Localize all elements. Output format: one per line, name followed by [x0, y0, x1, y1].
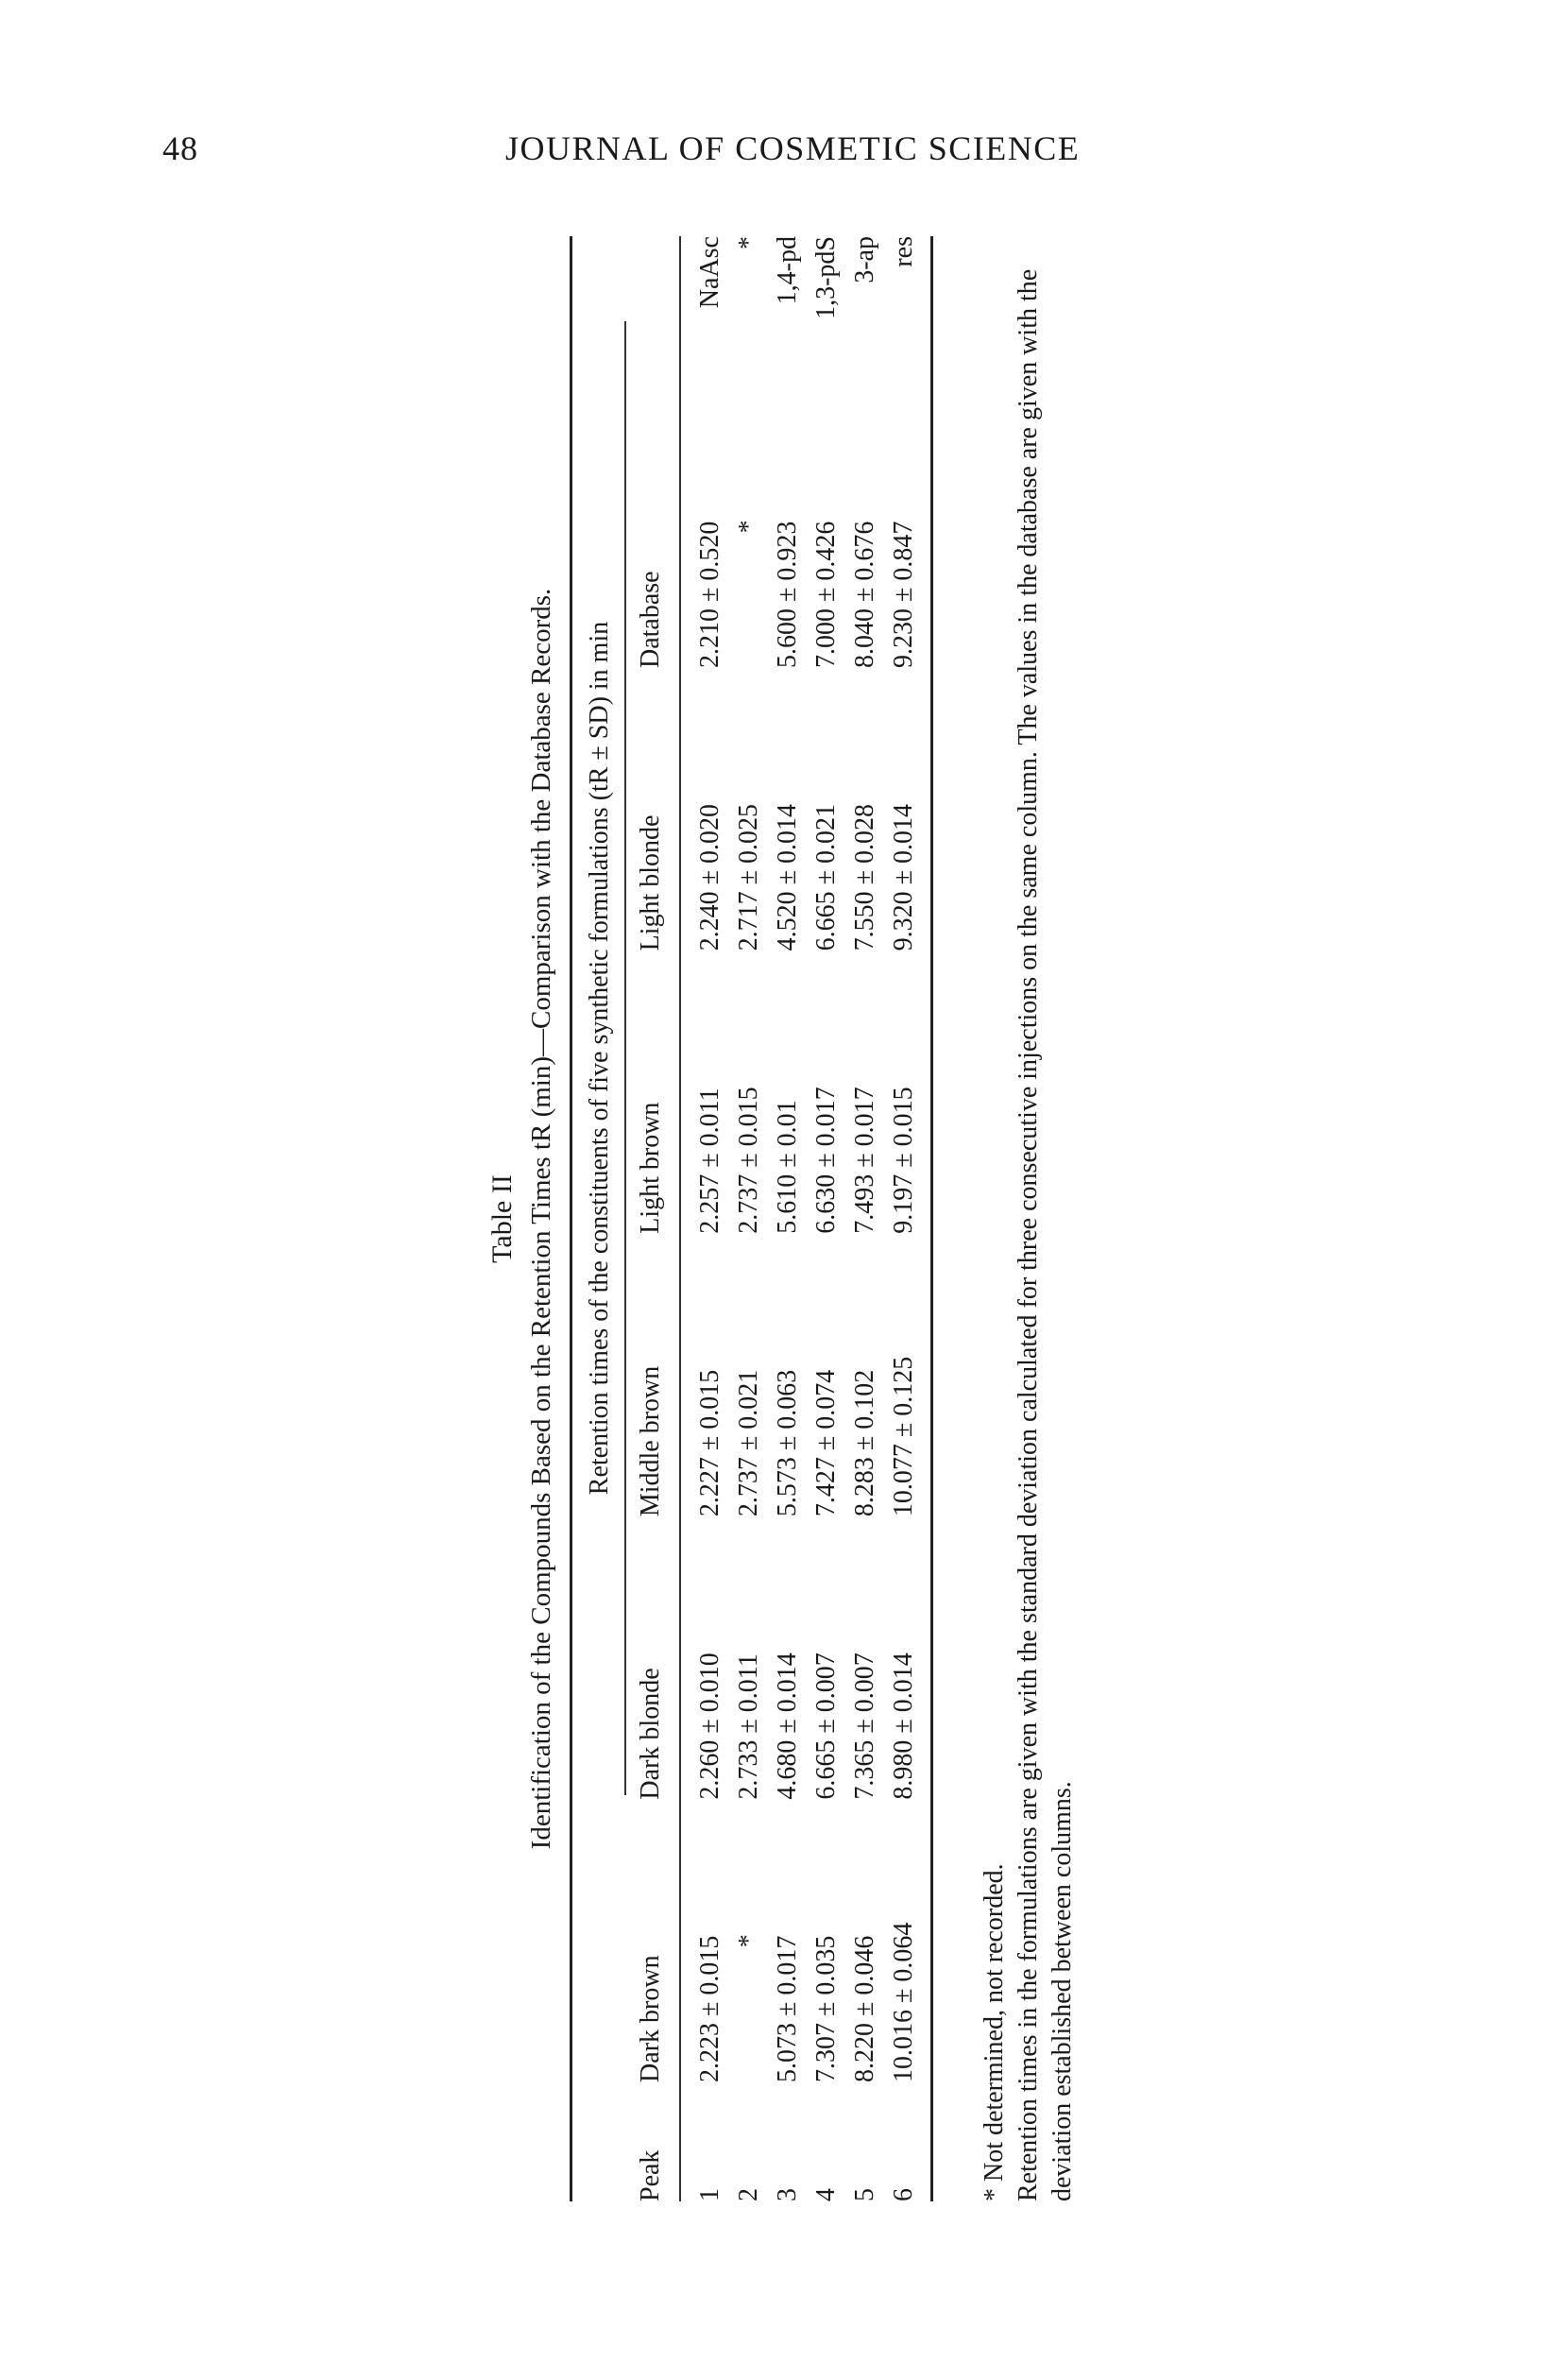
cell-dark-blonde: 7.365 ± 0.007 [850, 1652, 879, 1800]
cell-dark-brown: * [734, 1934, 763, 1948]
table-span-header: Retention times of the constituents of five synthetic formulations (tR ± SD) in min [585, 621, 614, 1496]
footnote-retention-explanation: Retention times in the formulations are given with the standard deviation calculated for three consecutive injections on the same column. The values in the database are given with the deviation established between columns. [1014, 268, 1077, 2201]
cell-light-brown: 7.493 ± 0.017 [850, 1087, 879, 1234]
cell-dark-blonde: 8.980 ± 0.014 [884, 1516, 932, 1799]
cell-dark-brown: 7.307 ± 0.035 [811, 1935, 841, 2082]
col-header-middle-brown: Middle brown [628, 1234, 680, 1516]
cell-database: 2.210 ± 0.520 [695, 521, 724, 668]
cell-middle-brown: 8.283 ± 0.102 [850, 1369, 879, 1517]
col-header-database: Database [628, 385, 680, 668]
cell-compound: NaAsc [695, 236, 724, 309]
cell-light-blonde: 2.240 ± 0.020 [695, 804, 724, 951]
table-span-rule [624, 321, 626, 1795]
table-row [807, 236, 845, 2201]
cell-middle-brown: 2.737 ± 0.021 [734, 1369, 763, 1517]
cell-peak: 2 [734, 2188, 763, 2201]
col-header-compound [628, 236, 680, 385]
table-top-rule [570, 236, 572, 2201]
cell-light-brown: 6.630 ± 0.017 [811, 1087, 841, 1234]
table-footnotes [978, 236, 1080, 2201]
cell-dark-brown: 5.073 ± 0.017 [773, 1935, 802, 2082]
cell-middle-brown: 10.077 ± 0.125 [884, 1234, 932, 1516]
cell-middle-brown: 2.227 ± 0.015 [695, 1369, 724, 1517]
col-header-dark-brown: Dark brown [628, 1800, 680, 2082]
cell-dark-brown: 2.223 ± 0.015 [695, 1935, 724, 2082]
table-row [845, 236, 884, 2201]
cell-dark-brown: 8.220 ± 0.046 [850, 1935, 879, 2082]
cell-light-brown: 2.737 ± 0.015 [734, 1087, 763, 1234]
col-header-dark-blonde: Dark blonde [628, 1516, 680, 1799]
table-row [729, 236, 768, 2201]
footnote-not-determined: * Not determined, not recorded. [980, 1863, 1009, 2201]
cell-peak: 4 [811, 2188, 841, 2201]
cell-light-blonde: 9.320 ± 0.014 [884, 668, 932, 950]
cell-database: 7.000 ± 0.426 [811, 521, 841, 668]
cell-database: 8.040 ± 0.676 [850, 521, 879, 668]
table-label: Table II [486, 1174, 518, 1263]
table-row [768, 236, 807, 2201]
cell-middle-brown: 7.427 ± 0.074 [811, 1369, 841, 1517]
col-header-light-brown: Light brown [628, 950, 680, 1233]
col-header-peak: Peak [628, 2082, 680, 2201]
cell-peak: 6 [884, 2082, 932, 2201]
cell-compound: 3-ap [850, 236, 879, 283]
table-header-row [628, 236, 680, 2201]
cell-peak: 1 [695, 2188, 724, 2201]
cell-compound: 1,4-pd [773, 236, 802, 305]
table-row [884, 236, 932, 2201]
cell-dark-blonde: 6.665 ± 0.007 [811, 1652, 841, 1800]
rotated-table-block [486, 236, 1077, 2201]
cell-database: * [734, 520, 763, 534]
cell-light-brown: 5.610 ± 0.01 [773, 1100, 802, 1234]
cell-peak: 3 [773, 2188, 802, 2201]
cell-light-blonde: 4.520 ± 0.014 [773, 804, 802, 951]
cell-compound: res [884, 236, 932, 385]
cell-dark-brown: 10.016 ± 0.064 [884, 1800, 932, 2082]
cell-compound: * [734, 236, 763, 249]
retention-table [628, 236, 933, 2201]
cell-light-brown: 9.197 ± 0.015 [884, 950, 932, 1233]
journal-running-head: JOURNAL OF COSMETIC SCIENCE [505, 129, 1081, 167]
cell-dark-blonde: 2.733 ± 0.011 [734, 1653, 763, 1800]
cell-dark-blonde: 2.260 ± 0.010 [695, 1652, 724, 1800]
cell-database: 9.230 ± 0.847 [884, 385, 932, 668]
table-row [680, 236, 729, 2201]
cell-peak: 5 [850, 2188, 879, 2201]
cell-dark-blonde: 4.680 ± 0.014 [773, 1652, 802, 1800]
cell-light-brown: 2.257 ± 0.011 [695, 1087, 724, 1234]
cell-light-blonde: 2.717 ± 0.025 [734, 804, 763, 951]
table-caption: Identification of the Compounds Based on the Retention Times tR (min)—Comparison with the Database Records. [526, 588, 556, 1850]
cell-light-blonde: 7.550 ± 0.028 [850, 804, 879, 951]
cell-light-blonde: 6.665 ± 0.021 [811, 804, 841, 951]
col-header-light-blonde: Light blonde [628, 668, 680, 950]
page-number: 48 [162, 129, 198, 167]
cell-middle-brown: 5.573 ± 0.063 [773, 1369, 802, 1517]
cell-compound: 1,3-pdS [811, 236, 841, 319]
cell-database: 5.600 ± 0.923 [773, 521, 802, 668]
